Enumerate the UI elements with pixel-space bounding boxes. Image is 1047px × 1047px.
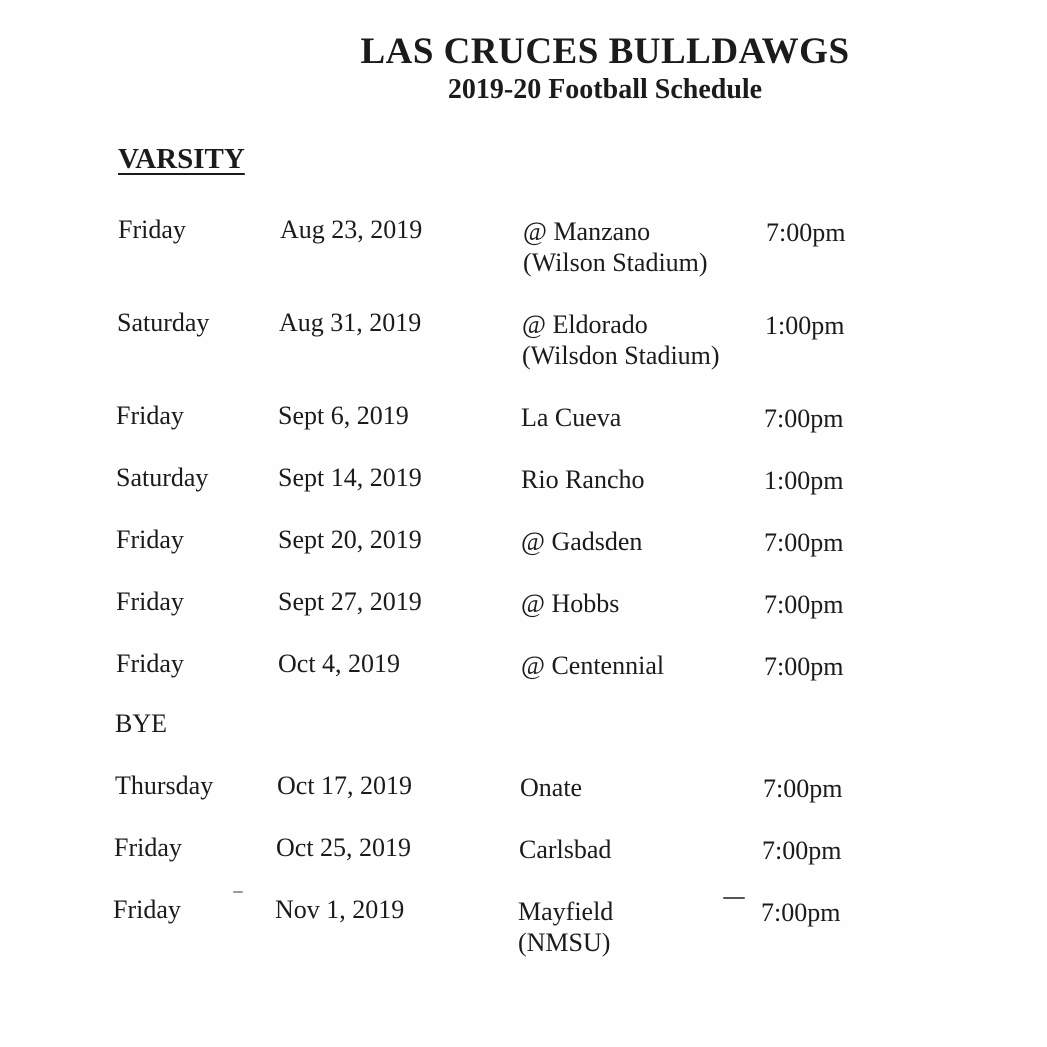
opponent-name: Rio Rancho [521,465,645,494]
schedule-row [116,524,876,594]
game-day: Friday [114,833,182,862]
game-day: Friday [116,525,184,554]
game-day: Friday [113,895,181,924]
game-time: 7:00pm [764,528,844,557]
game-opponent [521,402,621,433]
opponent-name: @ Manzano [523,217,651,246]
game-date: Oct 17, 2019 [277,771,413,800]
opponent-name: @ Gadsden [521,527,643,556]
game-opponent [521,464,645,495]
schedule-row [116,462,876,532]
section-heading-varsity: VARSITY [118,143,245,175]
game-opponent [522,309,720,371]
schedule-row [114,832,874,902]
game-date: Nov 1, 2019 [275,895,405,924]
game-date: Sept 6, 2019 [278,401,409,430]
page-subtitle: 2019-20 Football Schedule [447,74,763,105]
game-time: 7:00pm [762,836,842,865]
game-opponent [521,588,619,619]
opponent-name: Mayfield [518,897,614,926]
game-time: 7:00pm [764,652,844,681]
opponent-venue: (Wilson Stadium) [523,248,708,277]
opponent-venue: (NMSU) [518,928,611,957]
game-day: Friday [116,401,184,430]
game-opponent [518,896,613,958]
opponent-venue: (Wilsdon Stadium) [522,341,720,370]
game-day: Thursday [115,771,214,800]
game-time: 7:00pm [761,898,841,927]
game-opponent [523,216,708,278]
game-date: Aug 23, 2019 [280,215,423,244]
game-opponent [521,650,664,681]
game-day: Friday [116,649,184,678]
game-day: Friday [116,587,184,616]
opponent-name: La Cueva [521,403,622,432]
scan-mark [233,891,243,893]
page-title: LAS CRUCES BULLDAWGS [360,31,850,72]
game-date: Sept 27, 2019 [278,587,422,616]
game-opponent [520,772,582,803]
game-time: 7:00pm [763,774,843,803]
game-day: Saturday [116,463,209,492]
game-time: 1:00pm [765,311,845,340]
opponent-name: @ Eldorado [522,310,648,339]
game-date: Aug 31, 2019 [279,308,422,337]
game-date: Sept 20, 2019 [278,525,422,554]
game-date: Oct 25, 2019 [276,833,412,862]
opponent-name: Carlsbad [519,835,612,864]
scan-mark [723,897,745,899]
game-day: Saturday [117,308,210,337]
game-date: Sept 14, 2019 [278,463,422,492]
game-day: BYE [115,709,167,738]
schedule-row [113,894,873,964]
schedule-row [117,307,877,377]
game-date: Oct 4, 2019 [278,649,401,678]
game-opponent [519,834,611,865]
game-time: 7:00pm [764,404,844,433]
game-time: 7:00pm [766,218,846,247]
game-time: 7:00pm [764,590,844,619]
schedule-row [116,586,876,656]
schedule-row [118,214,878,284]
opponent-name: @ Hobbs [521,589,620,618]
game-opponent [521,526,642,557]
opponent-name: Onate [520,773,583,802]
schedule-row [115,770,875,840]
schedule-row [116,400,876,470]
schedule-row [115,708,875,778]
opponent-name: @ Centennial [521,651,665,680]
game-day: Friday [118,215,186,244]
game-time: 1:00pm [764,466,844,495]
